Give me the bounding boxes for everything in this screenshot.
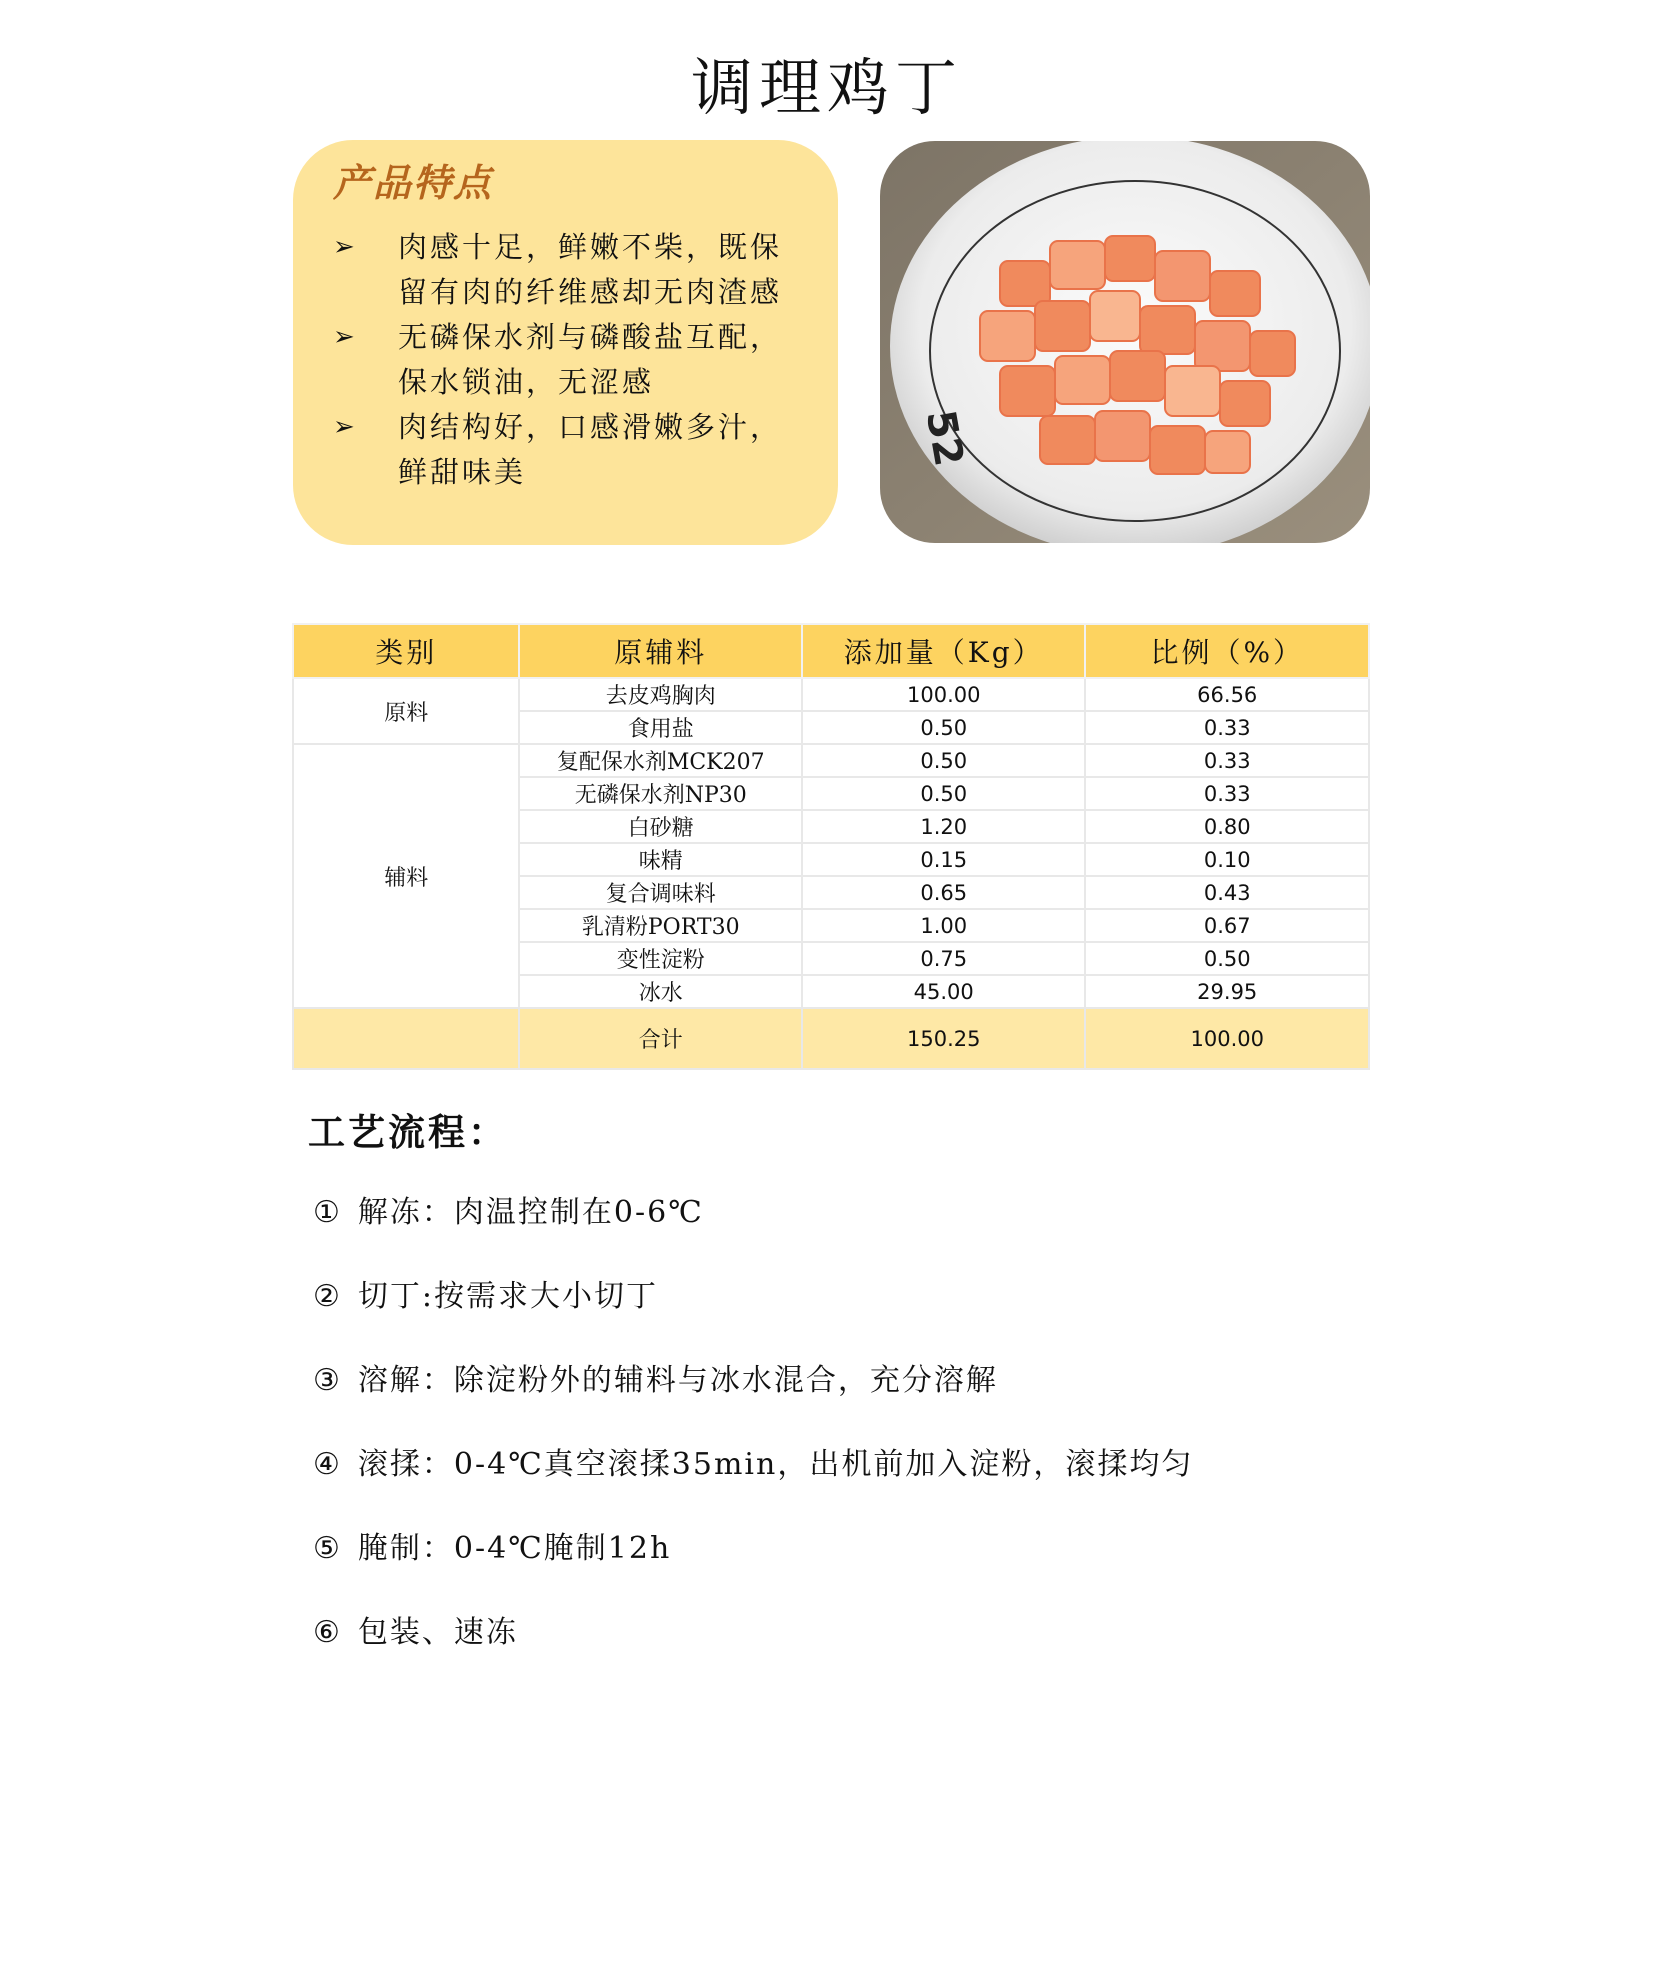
amount-cell: 0.75 (802, 942, 1086, 975)
feature-item (333, 315, 808, 405)
arrow-bullet-icon: ➢ (333, 322, 358, 352)
product-features-box (293, 140, 838, 545)
features-heading: 产品特点 (333, 160, 494, 205)
step-number: ⑤ (313, 1531, 342, 1566)
process-step (313, 1607, 518, 1651)
header-amount: 添加量（Kg） (802, 624, 1086, 678)
step-text: 腌制：0-4℃腌制12h (357, 1531, 672, 1566)
header-category: 类别 (293, 624, 519, 678)
ingredient-cell: 变性淀粉 (519, 942, 802, 975)
arrow-bullet-icon: ➢ (333, 412, 358, 442)
amount-cell: 0.50 (802, 711, 1086, 744)
feature-text: 肉感十足，鲜嫩不柴，既保留有肉的纤维感却无肉渣感 (398, 230, 783, 309)
chicken-dice-plate-image (880, 141, 1370, 543)
amount-cell: 0.15 (802, 843, 1086, 876)
ratio-cell: 29.95 (1085, 975, 1369, 1008)
step-text: 解冻：肉温控制在0-6℃ (357, 1195, 704, 1230)
step-number: ⑥ (313, 1615, 342, 1650)
table-row (293, 678, 1369, 711)
process-step (313, 1355, 998, 1399)
step-text: 滚揉：0-4℃真空滚揉35min，出机前加入淀粉，滚揉均匀 (357, 1447, 1194, 1482)
ingredient-cell: 复配保水剂MCK207 (519, 744, 802, 777)
feature-text: 肉结构好，口感滑嫩多汁，鲜甜味美 (398, 410, 783, 489)
ratio-cell: 0.80 (1085, 810, 1369, 843)
feature-text: 无磷保水剂与磷酸盐互配，保水锁油，无涩感 (398, 320, 783, 399)
ratio-cell: 0.67 (1085, 909, 1369, 942)
ingredient-cell: 复合调味料 (519, 876, 802, 909)
step-number: ③ (313, 1363, 342, 1398)
table-header-row (293, 624, 1369, 678)
amount-cell: 45.00 (802, 975, 1086, 1008)
amount-cell: 0.65 (802, 876, 1086, 909)
amount-cell: 0.50 (802, 744, 1086, 777)
ratio-cell: 0.10 (1085, 843, 1369, 876)
product-photo (880, 141, 1370, 543)
ratio-cell: 0.43 (1085, 876, 1369, 909)
ratio-cell: 66.56 (1085, 678, 1369, 711)
header-ingredient: 原辅料 (519, 624, 802, 678)
ingredient-cell: 无磷保水剂NP30 (519, 777, 802, 810)
total-amount: 150.25 (802, 1008, 1086, 1069)
ratio-cell: 0.33 (1085, 777, 1369, 810)
step-number: ④ (313, 1447, 342, 1482)
amount-cell: 1.00 (802, 909, 1086, 942)
process-step (313, 1523, 671, 1567)
svg-text:52: 52 (916, 406, 972, 470)
process-step (313, 1187, 704, 1231)
step-text: 包装、速冻 (357, 1615, 518, 1650)
ingredient-cell: 白砂糖 (519, 810, 802, 843)
table-total-row (293, 1008, 1369, 1069)
table-row (293, 744, 1369, 777)
ingredient-cell: 乳清粉PORT30 (519, 909, 802, 942)
page-title: 调理鸡丁 (690, 51, 963, 124)
total-label: 合计 (519, 1008, 802, 1069)
step-text: 溶解：除淀粉外的辅料与冰水混合，充分溶解 (357, 1363, 998, 1398)
amount-cell: 1.20 (802, 810, 1086, 843)
category-cell: 原料 (293, 678, 519, 744)
ratio-cell: 0.50 (1085, 942, 1369, 975)
total-ratio: 100.00 (1085, 1008, 1369, 1069)
header-ratio: 比例（%） (1085, 624, 1369, 678)
amount-cell: 100.00 (802, 678, 1086, 711)
category-cell: 辅料 (293, 744, 519, 1008)
process-heading: 工艺流程： (308, 1110, 508, 1154)
ingredient-cell: 食用盐 (519, 711, 802, 744)
ingredient-cell: 味精 (519, 843, 802, 876)
total-empty-cell (293, 1008, 519, 1069)
ratio-cell: 0.33 (1085, 744, 1369, 777)
feature-item (333, 225, 808, 315)
amount-cell: 0.50 (802, 777, 1086, 810)
process-step (313, 1271, 658, 1315)
feature-item (333, 405, 808, 495)
step-number: ② (313, 1279, 342, 1314)
step-number: ① (313, 1195, 342, 1230)
recipe-table (292, 623, 1370, 1070)
ingredient-cell: 冰水 (519, 975, 802, 1008)
step-text: 切丁:按需求大小切丁 (357, 1279, 659, 1314)
ratio-cell: 0.33 (1085, 711, 1369, 744)
ingredient-cell: 去皮鸡胸肉 (519, 678, 802, 711)
arrow-bullet-icon: ➢ (333, 232, 358, 262)
process-step (313, 1439, 1193, 1483)
